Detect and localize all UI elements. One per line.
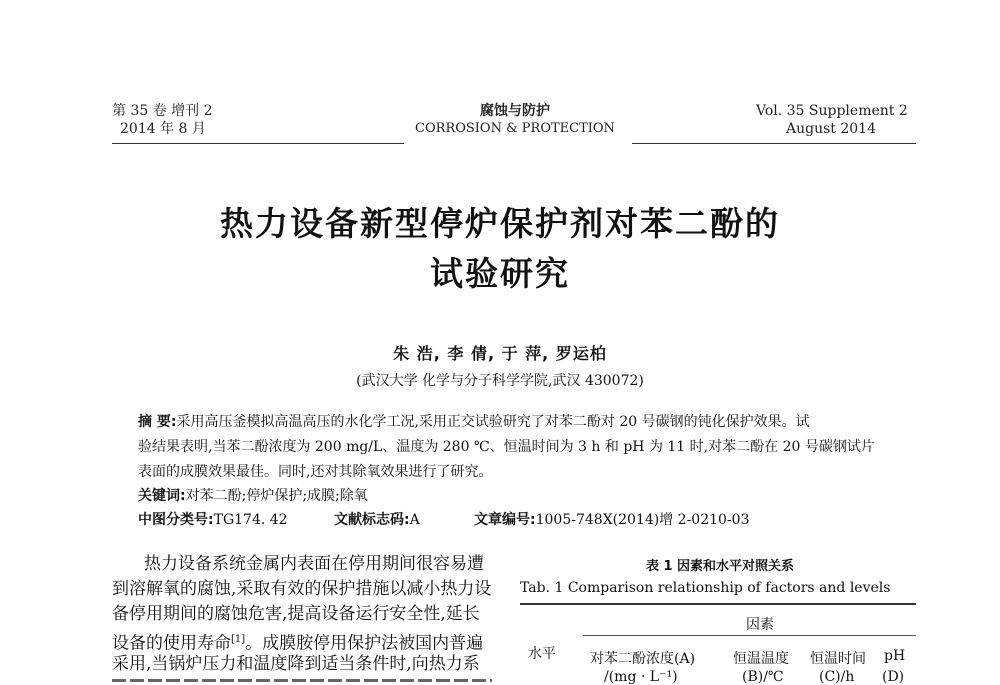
- body-line3: 备停用期间的腐蚀危害,提高设备运行安全性,延长: [112, 604, 480, 624]
- citation-ref[interactable]: [1]: [231, 634, 246, 645]
- body-line1: 热力设备系统金属内表面在停用期间很容易遭: [144, 554, 484, 574]
- col-b-unit: (B)/℃: [742, 669, 784, 685]
- table-group-rule: [583, 635, 916, 636]
- author-affiliation: (武汉大学 化学与分子科学学院,武汉 430072): [356, 373, 644, 389]
- abstract-label: 摘 要:: [138, 414, 177, 430]
- paper-title-line2: 试验研究: [430, 254, 570, 293]
- abstract-text-1: 采用高压釜模拟高温高压的水化学工况,采用正交试验研究了对苯二酚对 20 号碳钢的钝化保护效果。试: [176, 414, 810, 430]
- table-row-header: 水平: [528, 646, 556, 662]
- keywords-value: 对苯二酚;停炉保护;成膜;除氧: [185, 488, 368, 504]
- body-line6-cut: [112, 677, 492, 684]
- table-top-rule: [520, 603, 916, 605]
- keywords-label: 关键词:: [138, 488, 186, 504]
- keywords-line: [138, 484, 368, 509]
- abstract-line3: 表面的成膜效果最佳。同时,还对其除氧效果进行了研究。: [138, 464, 493, 480]
- body-line4-start: 设备的使用寿命: [112, 633, 231, 654]
- col-c-name: 恒温时间: [810, 651, 866, 667]
- col-b-name: 恒温温度: [733, 651, 789, 667]
- doc-code-value: A: [409, 512, 420, 528]
- article-number-value: 1005-748X(2014)增 2-0210-03: [535, 512, 750, 528]
- table-group-header: 因素: [746, 617, 774, 633]
- journal-name-en: CORROSION & PROTECTION: [415, 121, 615, 136]
- header-rule-left: [112, 143, 404, 144]
- article-number-line: [474, 508, 749, 533]
- clc-value: TG174. 42: [213, 512, 288, 528]
- table-caption-en: Tab. 1 Comparison relationship of factors and levels: [520, 580, 891, 596]
- doc-code-label: 文献标志码:: [334, 512, 410, 528]
- journal-name-cn: 腐蚀与防护: [480, 103, 550, 119]
- col-c-unit: (C)/h: [819, 669, 855, 685]
- col-d-name: pH: [884, 648, 906, 664]
- paper-authors: 朱 浩, 李 倩, 于 萍, 罗运柏: [393, 344, 607, 363]
- col-d-unit: (D): [882, 669, 905, 685]
- doc-code-line: [334, 508, 420, 533]
- abstract-line2: 验结果表明,当苯二酚浓度为 200 mg/L、温度为 280 ℃、恒温时间为 3 h 和 pH 为 11 时,对苯二酚在 20 号碳钢试片: [138, 439, 875, 455]
- paper-title-line1: 热力设备新型停炉保护剂对苯二酚的: [220, 204, 780, 243]
- clc-line: [138, 508, 288, 533]
- header-rule-right: [632, 143, 916, 144]
- journal-volume: 第 35 卷 增刊 2: [112, 103, 213, 119]
- article-number-label: 文章编号:: [474, 512, 536, 528]
- journal-date-en: August 2014: [786, 121, 876, 137]
- body-line5: 采用,当锅炉压力和温度降到适当条件时,向热力系: [112, 654, 480, 674]
- table-caption-cn: 表 1 因素和水平对照关系: [645, 559, 795, 574]
- abstract-line1: [138, 410, 810, 435]
- clc-label: 中图分类号:: [138, 512, 214, 528]
- journal-volume-en: Vol. 35 Supplement 2: [756, 103, 908, 119]
- col-a-unit: /(mg · L⁻¹): [604, 669, 678, 685]
- col-a-name: 对苯二酚浓度(A): [590, 651, 696, 667]
- body-line4-end: 。成膜胺停用保护法被国内普遍: [245, 633, 484, 654]
- body-line2: 到溶解氧的腐蚀,采取有效的保护措施以减小热力设: [112, 579, 492, 599]
- journal-date: 2014 年 8 月: [120, 121, 206, 137]
